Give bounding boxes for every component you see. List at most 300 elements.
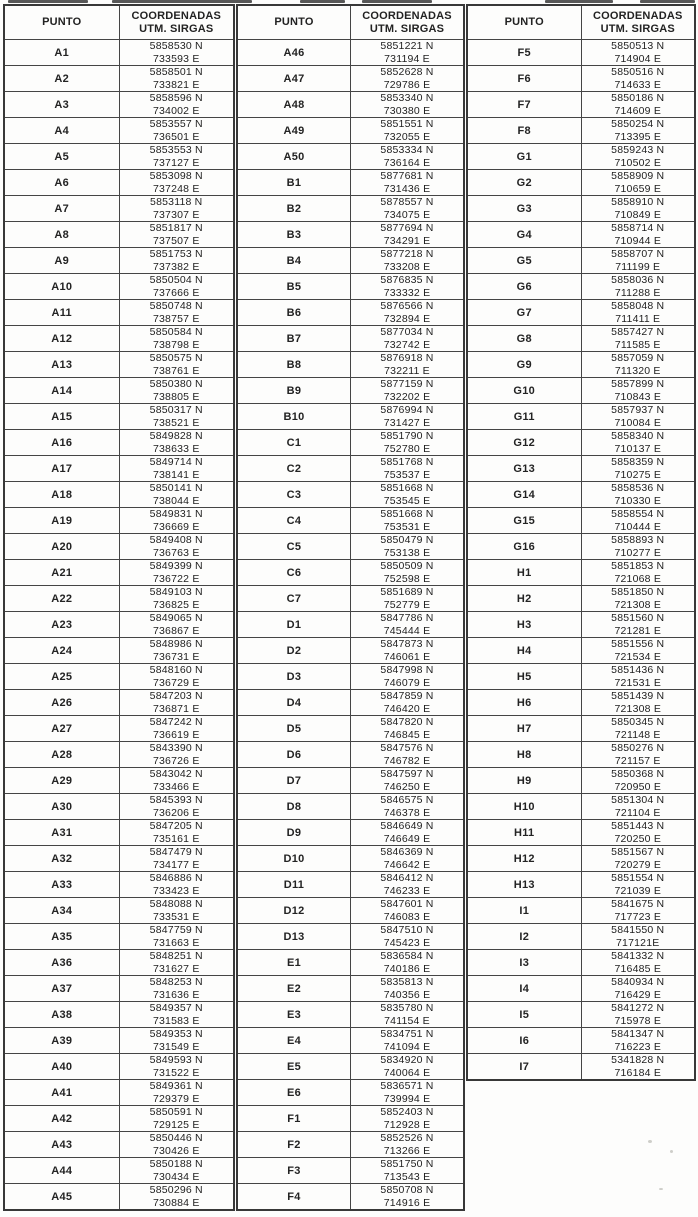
coord-north: 5851768 N [380,456,434,468]
table-row [4,1106,234,1132]
punto-cell: F6 [467,66,581,92]
punto-cell: F3 [237,1158,351,1184]
punto-cell: E2 [237,976,351,1002]
coord-north: 5851554 N [611,872,665,884]
coordinates-cell [119,898,234,924]
coord-east: 746420 E [383,702,431,715]
coordinates-cell [119,1132,234,1158]
scan-artifact-dash [112,0,252,3]
coord-north: 5877159 N [380,378,434,390]
punto-cell: A9 [4,248,119,274]
coord-east: 738757 E [152,312,200,325]
coord-east: 716184 E [614,1066,662,1079]
coord-north: 5851668 N [380,482,434,494]
coord-east: 714916 E [383,1196,431,1209]
punto-cell: E3 [237,1002,351,1028]
punto-cell: C7 [237,586,351,612]
coordinates-cell [351,1054,465,1080]
coordinates-cell [351,40,465,66]
punto-cell: A35 [4,924,119,950]
coord-north: 5853553 N [149,144,203,156]
punto-cell: F1 [237,1106,351,1132]
coord-north: 5876918 N [380,352,434,364]
table-row [237,92,464,118]
coordinates-cell [351,612,465,638]
coord-east: 732742 E [383,338,431,351]
coord-east: 734177 E [152,858,200,871]
punto-cell: A22 [4,586,119,612]
coord-north: 5850296 N [149,1184,203,1196]
coordinates-cell [581,742,695,768]
coord-north: 5848253 N [149,976,203,988]
coordinates-cell [351,352,465,378]
coord-east: 736164 E [383,156,431,169]
coord-north: 5840934 N [611,976,665,988]
punto-cell: A24 [4,638,119,664]
coord-east: 737666 E [152,286,200,299]
coord-north: 5341828 N [611,1054,665,1066]
table-row [4,586,234,612]
coord-east: 731427 E [383,416,431,429]
punto-cell: F8 [467,118,581,144]
coord-north: 5851850 N [611,586,665,598]
coordinates-cell [119,612,234,638]
coord-north: 5878557 N [380,196,434,208]
table-row [4,950,234,976]
coordinates-cell [581,248,695,274]
table-row [237,1106,464,1132]
coordinates-cell [581,976,695,1002]
coord-north: 5850368 N [611,768,665,780]
coord-north: 5851790 N [380,430,434,442]
table-row [4,742,234,768]
coord-east: 736206 E [152,806,200,819]
table-row [467,118,695,144]
coord-east: 731663 E [152,936,200,949]
punto-cell: H11 [467,820,581,846]
punto-cell: G4 [467,222,581,248]
table-row [4,690,234,716]
coordinates-cell [119,300,234,326]
coord-east: 730434 E [152,1170,200,1183]
coord-east: 714633 E [614,78,662,91]
punto-cell: G16 [467,534,581,560]
coord-north: 5850188 N [149,1158,203,1170]
coord-north: 5858909 N [611,170,665,182]
coordinates-cell [119,664,234,690]
punto-cell: G10 [467,378,581,404]
coord-north: 5835813 N [380,976,434,988]
table-row [237,1054,464,1080]
coord-north: 5851221 N [380,40,434,52]
scan-artifact-dash [640,0,695,3]
coord-east: 746782 E [383,754,431,767]
punto-cell: I1 [467,898,581,924]
punto-cell: A34 [4,898,119,924]
coord-east: 736722 E [152,572,200,585]
col-header-punto: PUNTO [4,5,119,40]
coord-north: 5852526 N [380,1132,434,1144]
table-row [237,170,464,196]
coord-east: 745423 E [383,936,431,949]
coord-north: 5843390 N [149,742,203,754]
table-row [4,898,234,924]
coordinates-cell [119,508,234,534]
coordinates-cell [351,586,465,612]
coord-north: 5858536 N [611,482,665,494]
table-row [4,664,234,690]
coordinates-cell [581,222,695,248]
coordinates-cell [351,664,465,690]
coord-north: 5857059 N [611,352,665,364]
coordinates-cell [351,508,465,534]
coord-north: 5851304 N [611,794,665,806]
punto-cell: A21 [4,560,119,586]
coord-east: 740356 E [383,988,431,1001]
coord-east: 736763 E [152,546,200,559]
coord-east: 732055 E [383,130,431,143]
coordinate-table-1 [3,4,235,1211]
coordinates-cell [581,404,695,430]
coordinates-cell [351,170,465,196]
punto-cell: C5 [237,534,351,560]
col-header-punto: PUNTO [467,5,581,40]
punto-cell: F4 [237,1184,351,1211]
coord-north: 5851853 N [611,560,665,572]
coord-north: 5851439 N [611,690,665,702]
table-row [4,794,234,820]
punto-cell: E6 [237,1080,351,1106]
coordinates-cell [119,456,234,482]
table-row [467,534,695,560]
coord-north: 5841550 N [611,924,665,936]
coord-north: 5848986 N [149,638,203,650]
coordinates-cell [351,768,465,794]
coordinates-cell [119,586,234,612]
coord-north: 5850317 N [149,404,203,416]
coord-north: 5847601 N [380,898,434,910]
coordinates-cell [581,950,695,976]
table-row [4,456,234,482]
table-row [467,872,695,898]
table-row [467,326,695,352]
coord-east: 736729 E [152,676,200,689]
coordinates-cell [351,716,465,742]
coord-east: 710277 E [614,546,662,559]
coord-east: 736731 E [152,650,200,663]
coordinates-cell [581,378,695,404]
table-row [237,1184,464,1211]
table-row [467,898,695,924]
coordinates-cell [351,404,465,430]
table-row [4,560,234,586]
coord-north: 5876835 N [380,274,434,286]
coord-east: 738805 E [152,390,200,403]
punto-cell: H3 [467,612,581,638]
table-row [4,352,234,378]
coordinates-cell [351,326,465,352]
coordinates-cell [351,456,465,482]
punto-cell: A6 [4,170,119,196]
table-row [4,118,234,144]
punto-cell: I2 [467,924,581,950]
coordinates-cell [351,1158,465,1184]
punto-cell: B6 [237,300,351,326]
table-row [467,846,695,872]
coordinates-cell [119,430,234,456]
col-header-coordenadas: COORDENADAS UTM. SIRGAS [581,5,695,40]
punto-cell: I7 [467,1054,581,1081]
coordinates-cell [119,768,234,794]
coord-east: 736669 E [152,520,200,533]
coord-east: 711288 E [614,286,661,299]
punto-cell: D6 [237,742,351,768]
table-row [237,872,464,898]
coord-east: 710659 E [614,182,662,195]
table-row [237,1132,464,1158]
header-row [4,5,234,40]
table-row [4,1132,234,1158]
coord-east: 710843 E [614,390,662,403]
table-row [237,300,464,326]
scan-artifact-dash [8,0,88,3]
table-row [467,456,695,482]
coordinates-cell [581,326,695,352]
coord-north: 5853334 N [380,144,434,156]
coordinates-cell [581,872,695,898]
table-row [4,612,234,638]
coord-east: 731627 E [152,962,200,975]
table-row [237,144,464,170]
punto-cell: A12 [4,326,119,352]
coordinates-cell [581,664,695,690]
coordinates-cell [119,872,234,898]
coordinates-cell [351,430,465,456]
punto-cell: B3 [237,222,351,248]
coordinates-cell [119,144,234,170]
coord-north: 5841272 N [611,1002,665,1014]
table-row [4,430,234,456]
coord-east: 733423 E [152,884,200,897]
coordinates-cell [119,716,234,742]
punto-cell: B2 [237,196,351,222]
coordinates-cell [351,1080,465,1106]
coord-east: 736825 E [152,598,200,611]
coordinates-cell [581,1028,695,1054]
coordinates-cell [581,430,695,456]
coord-north: 5858530 N [149,40,203,52]
coord-east: 716429 E [614,988,662,1001]
table-row [467,1054,695,1081]
punto-cell: B9 [237,378,351,404]
coord-north: 5853557 N [149,118,203,130]
punto-cell: A50 [237,144,351,170]
coordinates-cell [581,274,695,300]
punto-cell: A18 [4,482,119,508]
coord-north: 5849593 N [149,1054,203,1066]
table-row [467,222,695,248]
coord-north: 5850513 N [611,40,665,52]
table-row [467,92,695,118]
coordinates-cell [119,352,234,378]
table-row [467,170,695,196]
coord-north: 5850509 N [380,560,434,572]
coord-east: 746649 E [383,832,431,845]
coord-east: 741094 E [383,1040,431,1053]
coord-north: 5851753 N [149,248,203,260]
header-row [237,5,464,40]
punto-cell: F7 [467,92,581,118]
punto-cell: H2 [467,586,581,612]
coord-east: 746079 E [383,676,431,689]
table-row [467,1002,695,1028]
coordinates-cell [581,300,695,326]
punto-cell: A36 [4,950,119,976]
punto-cell: H10 [467,794,581,820]
table-row [237,898,464,924]
coord-north: 5858501 N [149,66,203,78]
punto-cell: D13 [237,924,351,950]
coord-north: 5846886 N [149,872,203,884]
coord-north: 5841332 N [611,950,665,962]
coord-north: 5851817 N [149,222,203,234]
coord-north: 5877694 N [380,222,434,234]
table-row [237,1028,464,1054]
coord-north: 5850276 N [611,742,665,754]
punto-cell: B4 [237,248,351,274]
coord-east: 733593 E [152,52,200,65]
scan-artifact-dash [362,0,432,3]
coordinates-cell [351,898,465,924]
punto-cell: A15 [4,404,119,430]
punto-cell: H6 [467,690,581,716]
coord-north: 5850345 N [611,716,665,728]
punto-cell: H8 [467,742,581,768]
coord-north: 5853118 N [150,196,203,208]
punto-cell: E4 [237,1028,351,1054]
table-row [237,716,464,742]
table-row [4,508,234,534]
punto-cell: A23 [4,612,119,638]
table-row [4,846,234,872]
punto-cell: E5 [237,1054,351,1080]
coordinates-cell [351,118,465,144]
coord-north: 5848160 N [149,664,203,676]
coord-north: 5847203 N [149,690,203,702]
coord-east: 733466 E [152,780,200,793]
table-row [467,430,695,456]
punto-cell: A31 [4,820,119,846]
coord-east: 737382 E [152,260,200,273]
coordinates-cell [119,742,234,768]
punto-cell: A25 [4,664,119,690]
table-row [4,872,234,898]
coordinates-cell [119,846,234,872]
table-row [4,1054,234,1080]
coord-east: 752598 E [383,572,431,585]
punto-cell: C2 [237,456,351,482]
table-row [4,1028,234,1054]
coord-east: 753545 E [383,494,431,507]
table-row [467,144,695,170]
coord-east: 721039 E [614,884,662,897]
coord-north: 5847205 N [149,820,203,832]
punto-cell: G8 [467,326,581,352]
punto-cell: D8 [237,794,351,820]
coord-north: 5847759 N [149,924,203,936]
coordinates-cell [351,846,465,872]
table-row [4,326,234,352]
coord-east: 741154 E [384,1014,430,1027]
coord-east: 753138 E [383,546,431,559]
punto-cell: A48 [237,92,351,118]
scan-speck [648,1140,652,1143]
coord-east: 730884 E [152,1196,200,1209]
coordinates-cell [581,560,695,586]
coordinates-cell [351,1184,465,1211]
coord-east: 711320 E [614,364,661,377]
coordinates-cell [351,482,465,508]
punto-cell: A29 [4,768,119,794]
punto-cell: F5 [467,40,581,66]
coord-east: 746845 E [383,728,431,741]
coord-east: 710444 E [614,520,662,533]
punto-cell: G13 [467,456,581,482]
coord-north: 5851436 N [611,664,665,676]
table-row [237,846,464,872]
coord-north: 5877034 N [380,326,434,338]
punto-cell: A30 [4,794,119,820]
punto-cell: C3 [237,482,351,508]
coord-east: 737248 E [152,182,200,195]
coordinates-cell [351,144,465,170]
coordinates-cell [119,92,234,118]
table-row [237,534,464,560]
punto-cell: A41 [4,1080,119,1106]
coordinates-cell [351,248,465,274]
coord-east: 738141 E [152,468,200,481]
table-row [4,768,234,794]
coord-north: 5849357 N [149,1002,203,1014]
coordinates-cell [581,40,695,66]
coord-north: 5841347 N [611,1028,665,1040]
coord-east: 712928 E [383,1118,431,1131]
table-row [237,508,464,534]
coord-east: 732894 E [383,312,431,325]
coordinates-cell [351,742,465,768]
coord-east: 745444 E [383,624,431,637]
table-row [467,1028,695,1054]
coord-north: 5851567 N [611,846,665,858]
coord-north: 5858340 N [611,430,665,442]
coord-east: 714904 E [614,52,662,65]
coord-east: 711199 E [615,260,661,273]
coordinates-cell [119,794,234,820]
coordinates-cell [581,456,695,482]
coord-north: 5849408 N [149,534,203,546]
table-row [237,950,464,976]
punto-cell: G5 [467,248,581,274]
coord-east: 733531 E [152,910,200,923]
table-row [237,820,464,846]
coord-north: 5849831 N [149,508,203,520]
coord-east: 736726 E [152,754,200,767]
col-header-coordenadas: COORDENADAS UTM. SIRGAS [119,5,234,40]
coordinates-cell [581,1002,695,1028]
punto-cell: I5 [467,1002,581,1028]
coord-east: 738798 E [152,338,200,351]
table-row [467,820,695,846]
